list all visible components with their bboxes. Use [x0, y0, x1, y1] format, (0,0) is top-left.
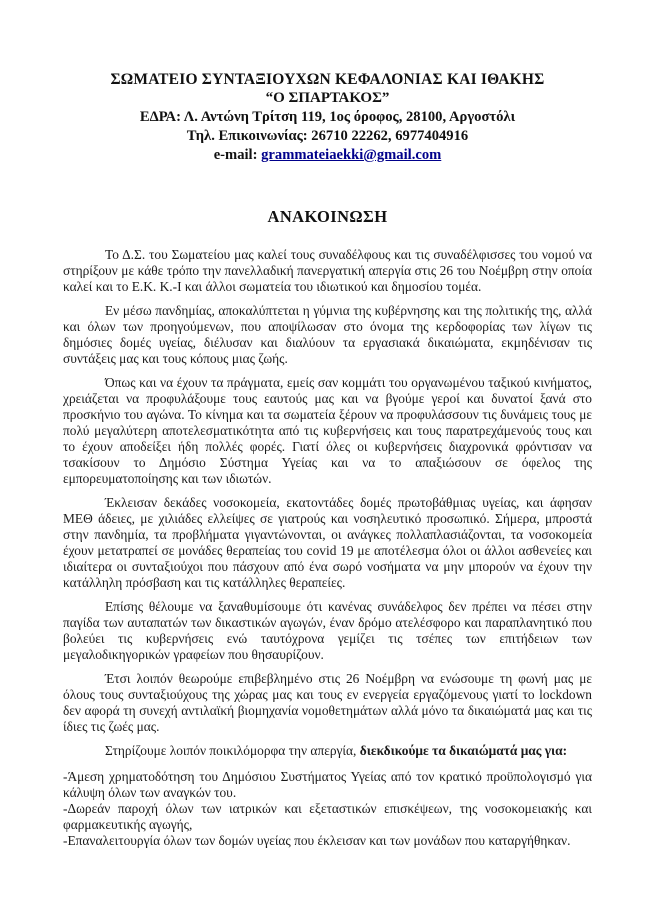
paragraph-lawsuit-warning: Επίσης θέλουμε να ξαναθυμίσουμε ότι κανένας συνάδελφος δεν πρέπει να πέσει στην παγίδα των αυταπατών των δικαστικών αγωγών, έναν δρόμο ατελέσφορο και παραπλανητικό που βολεύει τις κυβερνήσεις ενώ ταυτόχρονα γεμίζει τις τσέπες των επιτήδειων των μεγαλοδικηγορικών γραφείων που θησαυρίζουν.: [63, 599, 592, 662]
email-link[interactable]: grammateiaekki@gmail.com: [261, 147, 442, 163]
paragraph-unite-voices: Έτσι λοιπόν θεωρούμε επιβεβλημένο στις 26 Νοέμβρη να ενώσουμε τη φωνή μας με όλους τους συνταξιούχους της χώρας μας και τους εν ενεργεία εργαζόμενους γιατί το lockdown δεν αφορά τη συνεχή αντιλαϊκή βιομηχανία νομοθετημάτων αλλά μόνο τα δικαιώματά μας και τις ίδιες τις ζωές μας.: [63, 671, 592, 734]
paragraph-pandemic-exposure: Εν μέσω πανδημίας, αποκαλύπτεται η γύμνια της κυβέρνησης και της πολιτικής της, αλλά και όλων των προηγούμενων, που αποψίλωσαν στο όνομα της κερδοφορίας των λίγων τις δημόσιες δομές υγείας, διέλυσαν και διαλύουν τα εργασιακά δικαιώματα, εκμηδένισαν τις συντάξεις μας και τους κόπους μιας ζωής.: [63, 303, 592, 366]
organization-phone: Τηλ. Επικοινωνίας: 26710 22262, 6977404916: [186, 128, 469, 144]
closing-statement-normal: Στηρίζουμε λοιπόν ποικιλόμορφα την απεργία,: [105, 743, 357, 758]
demand-item-free-care: -Δωρεάν παροχή όλων των ιατρικών και εξεταστικών επισκέψεων, της νοσοκομειακής και φαρμακευτικής αγωγής,: [63, 801, 592, 832]
closing-statement-bold: διεκδικούμε τα δικαιώματά μας για:: [359, 743, 568, 758]
organization-email-line: [63, 146, 592, 165]
email-label: e-mail:: [213, 147, 258, 163]
organization-address: ΕΔΡΑ: Λ. Αντώνη Τρίτση 119, 1ος όροφος, 28100, Αργοστόλι: [139, 109, 516, 125]
letterhead: [63, 70, 592, 165]
demand-item-funding: -Άμεση χρηματοδότηση του Δημόσιου Συστήματος Υγείας από τον κρατικό προϋπολογισμό για κάλυψη όλων των αναγκών του.: [63, 769, 592, 800]
paragraph-hospital-closures: Έκλεισαν δεκάδες νοσοκομεία, εκατοντάδες δομές πρωτοβάθμιας υγείας, και άφησαν ΜΕΘ άδειες, με χιλιάδες ελλείψες σε γιατρούς και νοσηλευτικό προσωπικό. Σήμερα, μπροστά στην πανδημία, τα προβλήματα γιγαντώνονται, οι ανάγκες πολλαπλασιάζονται, τα νοσοκομεία έχουν μετατραπεί σε μονάδες θεραπείας του covid 19 με αποτέλεσμα όλοι οι άλλοι ασθενείες και ιδιαίτερα οι συνταξιούχοι που πάσχουν από ένα σωρό νοσήματα να μην μπορούν να έχουν την κατάλληλη πρόσβαση και τις κατάλληλες θεραπείες.: [63, 495, 592, 590]
organization-name: ΣΩΜΑΤΕΙΟ ΣΥΝΤΑΞΙΟΥΧΩΝ ΚΕΦΑΛΟΝΙΑΣ ΚΑΙ ΙΘΑΚΗΣ: [110, 71, 545, 88]
closing-statement: [63, 743, 592, 759]
paragraph-class-movement: Όπως και να έχουν τα πράγματα, εμείς σαν κομμάτι του οργανωμένου ταξικού κινήματος, χρειάζεται να προφυλάξουμε τους εαυτούς μας και να βγούμε γεροί και δυνατοί ξανά στο προσκήνιο του αγώνα. Το κίνημα και τα σωματεία ξέρουν να προφυλάσσουν τις δυνάμεις τους με πολύ μεγαλύτερη αποτελεσματικότητα από τις κυβερνήσεις και τους παρατρεχάμενούς τους και το έχουν αποδείξει ήδη πολλές φορές. Γιατί όλες οι κυβερνήσεις διαχρονικά φρόντισαν να τσακίσουν το Δημόσιο Σύστημα Υγείας και να το απαξιώσουν σε όφελος της εμπορευματοποίησης και των ιδιωτών.: [63, 375, 592, 486]
document-body: [63, 247, 592, 849]
organization-alias: “Ο ΣΠΑΡΤΑΚΟΣ”: [265, 90, 390, 106]
demands-list: [63, 769, 592, 849]
demand-item-reopen-structures: -Επαναλειτουργία όλων των δομών υγείας που έκλεισαν και των μονάδων που καταργήθηκαν.: [63, 833, 571, 848]
document-title: ΑΝΑΚΟΙΝΩΣΗ: [267, 207, 388, 226]
paragraph-call-to-strike: Το Δ.Σ. του Σωματείου μας καλεί τους συναδέλφους και τις συναδέλφισσες του νομού να στηρίξουν με κάθε τρόπο την πανελλαδική πανεργατική απεργία στις 26 του Νοέμβρη στην οποία καλεί και το Ε.Κ. Κ.-Ι και άλλοι σωματεία του ιδιωτικού και δημοσίου τομέα.: [63, 247, 592, 294]
